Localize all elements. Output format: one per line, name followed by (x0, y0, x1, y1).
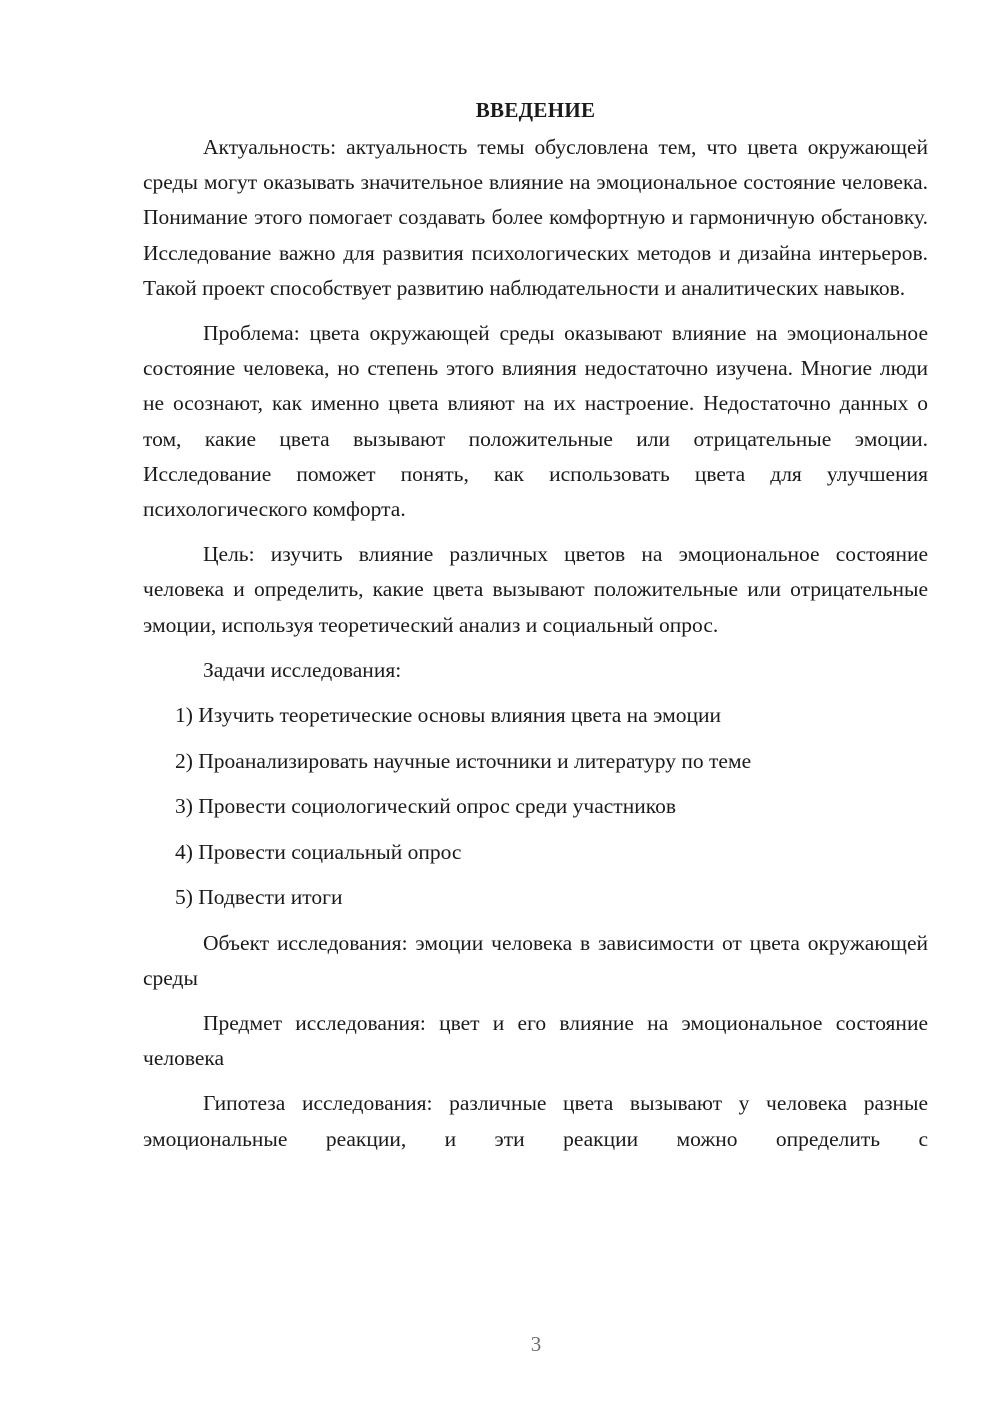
list-item: 1) Изучить теоретические основы влияния цвета на эмоции (175, 703, 721, 728)
page-content (143, 92, 928, 1167)
page-number: 3 (530, 1332, 542, 1356)
goal-paragraph: Цель: изучить влияние различных цветов на эмоциональное состояние человека и определить, какие цвета вызывают положительные или отрицательные эмоции, используя теоретический анализ и социальный опрос. (143, 542, 928, 637)
section-title: ВВЕДЕНИЕ (475, 98, 596, 122)
relevance-paragraph: Актуальность: актуальность темы обусловлена тем, что цвета окружающей среды могут оказывать значительное влияние на эмоциональное состояние человека. Понимание этого помогает создавать более комфортную и гармоничную обстановку. Исследование важно для развития психологических методов и дизайна интерьеров. Такой проект способствует развитию наблюдательности и аналитических навыков. (143, 135, 928, 300)
hypothesis-paragraph: Гипотеза исследования: различные цвета вызывают у человека разные эмоциональные реакции, и эти реакции можно определить с (143, 1091, 928, 1151)
tasks-heading: Задачи исследования: (203, 657, 402, 682)
object-paragraph: Объект исследования: эмоции человека в зависимости от цвета окружающей среды (143, 930, 928, 990)
task-list (143, 698, 928, 915)
list-item: 2) Проанализировать научные источники и литературу по теме (175, 748, 752, 773)
problem-paragraph: Проблема: цвета окружающей среды оказывают влияние на эмоциональное состояние человека, но степень этого влияния недостаточно изучена. Многие люди не осознают, как именно цвета влияют на их настроение. Недостаточно данных о том, какие цвета вызывают положительные или отрицательные эмоции. Исследование поможет понять, как использовать цвета для улучшения психологического комфорта. (143, 321, 928, 522)
subject-paragraph: Предмет исследования: цвет и его влияние на эмоциональное состояние человека (143, 1010, 928, 1071)
list-item: 5) Подвести итоги (175, 885, 343, 910)
list-item: 4) Провести социальный опрос (175, 839, 462, 864)
list-item: 3) Провести социологический опрос среди участников (175, 794, 676, 819)
